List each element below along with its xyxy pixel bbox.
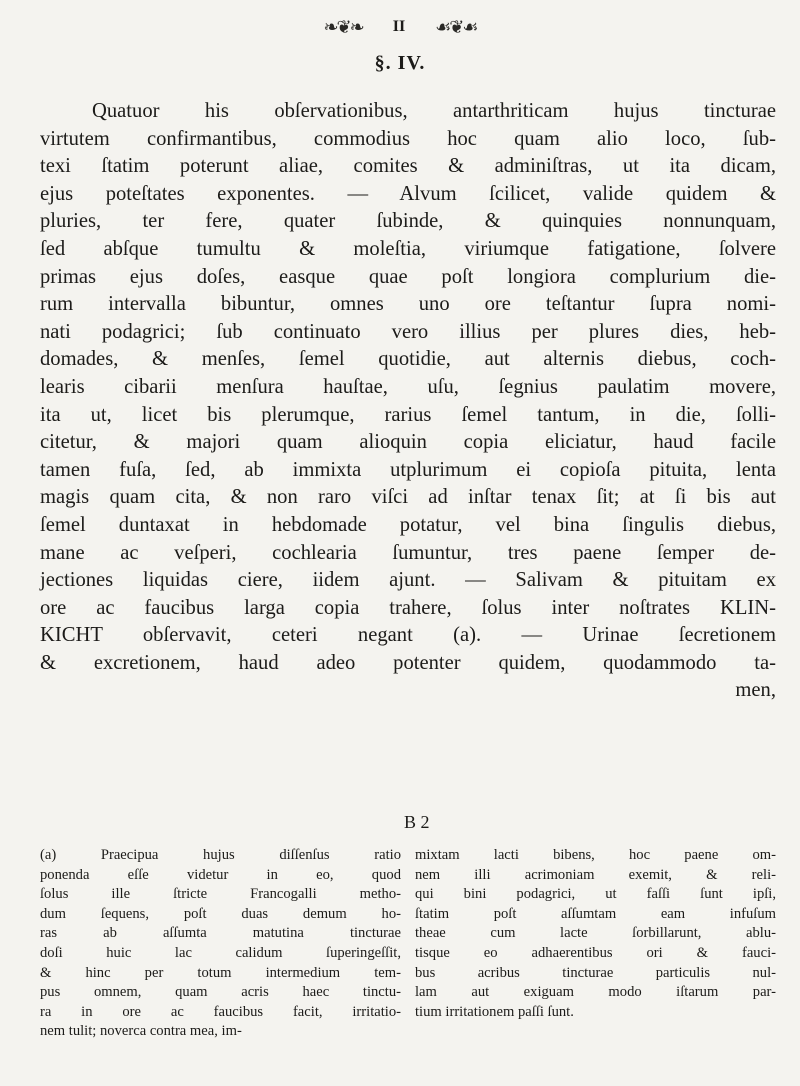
page-number: II [392, 18, 406, 35]
footnote-line: ponenda eſſe videtur in eo, quod [40, 866, 401, 883]
footnote-line: bus acribus tincturae particulis nul- [415, 964, 776, 981]
footnote-line: mixtam lacti bibens, hoc paene om- [415, 847, 776, 863]
text-line: learis cibarii menſura hauſtae, uſu, ſegnius paulatim movere, [40, 375, 776, 398]
text-line: Quatuor his obſervationibus, antarthriticam hujus tincturae [92, 100, 776, 122]
footnote-line: & hinc per totum intermedium tem- [40, 964, 401, 981]
text-line: texi ſtatim poterunt aliae, comites & adminiſtras, ut ita dicam, [40, 155, 776, 178]
text-line: citetur, & majori quam alioquin copia eliciatur, haud facile [40, 431, 776, 454]
footnote-line: qui bini podagrici, ut faſſi ſunt ipſi, [415, 886, 776, 903]
signature-mark: B 2 [404, 812, 430, 832]
text-line: magis quam cita, & non raro viſci ad inſtar tenax ſit; at ſi bis aut [40, 486, 776, 509]
footnote-line: tium irritationem paſſi ſunt. [415, 1003, 574, 1020]
footnote-line: ſtatim poſt aſſumtam eam infuſum [415, 905, 776, 922]
text-line: nati podagrici; ſub continuato vero illius per plures dies, heb- [40, 320, 776, 343]
running-header [0, 12, 800, 42]
footnote-column-left [40, 846, 401, 1042]
text-line: & excretionem, haud adeo potenter quidem, quodammodo ta- [40, 651, 776, 674]
footnote-line: dum ſequens, poſt duas demum ho- [40, 905, 401, 922]
section-title: §. IV. [374, 52, 426, 74]
footnote-column-right [415, 846, 776, 1042]
text-line: ſemel duntaxat in hebdomade potatur, vel bina ſingulis diebus, [40, 513, 776, 536]
text-line: ita ut, licet bis plerumque, rarius ſemel tantum, in die, ſolli- [40, 403, 776, 426]
footnote-line: lam aut exiguam modo iſtarum par- [415, 984, 776, 1001]
text-line: rum intervalla bibuntur, omnes uno ore teſtantur ſupra nomi- [40, 293, 776, 316]
text-line: primas ejus doſes, easque quae poſt longiora complurium die- [40, 265, 776, 288]
ornament-left-icon: ❧❦❧ [323, 16, 363, 37]
main-text [40, 98, 776, 705]
text-line: tamen fuſa, ſed, ab immixta utplurimum ei copioſa pituita, lenta [40, 458, 776, 481]
text-line: men, [735, 679, 776, 702]
text-line: ore ac faucibus larga copia trahere, ſolus inter noſtrates KLIN- [40, 596, 776, 619]
footnote-line: ras ab aſſumta matutina tincturae [40, 925, 401, 942]
footnote-line: nem tulit; noverca contra mea, im- [40, 1023, 242, 1040]
text-line: mane ac veſperi, cochlearia ſumuntur, tres paene ſemper de- [40, 541, 776, 564]
text-line: virtutem confirmantibus, commodius hoc quam alio loco, ſub- [40, 127, 776, 150]
text-line: domades, & menſes, ſemel quotidie, aut alternis diebus, coch- [40, 348, 776, 371]
footnote-line: doſi huic lac calidum ſuperingeſſit, [40, 944, 401, 961]
footnote-line: (a) Praecipua hujus diſſenſus ratio [40, 847, 401, 863]
footnote-line: ra in ore ac faucibus facit, irritatio- [40, 1003, 401, 1020]
text-line: ſed abſque tumultu & moleſtia, viriumque fatigatione, ſolvere [40, 237, 776, 260]
footnote-line: theae cum lacte ſorbillarunt, ablu- [415, 925, 776, 942]
footnote-line: pus omnem, quam acris haec tinctu- [40, 984, 401, 1001]
text-line: KICHT obſervavit, ceteri negant (a). — Urinae ſecretionem [40, 624, 776, 647]
footnotes [40, 846, 776, 1042]
text-line: jectiones liquidas ciere, iidem ajunt. — Salivam & pituitam ex [40, 569, 776, 592]
footnote-line: tisque eo adhaerentibus ori & fauci- [415, 944, 776, 961]
ornament-right-icon: ☙❦☙ [435, 16, 477, 37]
text-line: pluries, ter fere, quater ſubinde, & quinquies nonnunquam, [40, 210, 776, 233]
footnote-line: nem illi acrimoniam exemit, & reli- [415, 866, 776, 883]
footnote-line: ſolus ille ſtricte Francogalli metho- [40, 886, 401, 903]
text-line: ejus poteſtates exponentes. — Alvum ſcilicet, valide quidem & [40, 182, 776, 205]
